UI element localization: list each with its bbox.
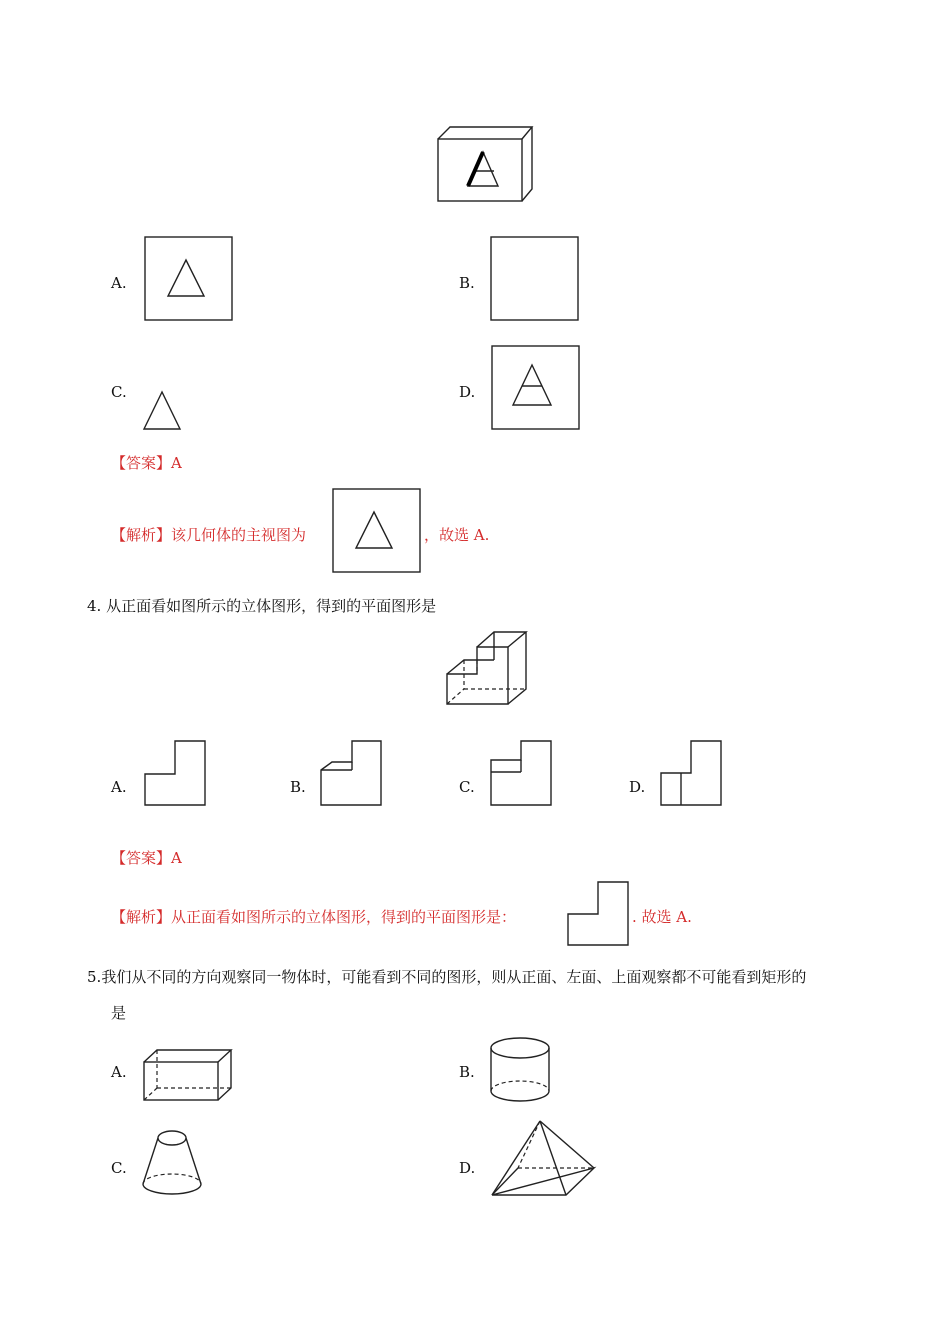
q4-analysis-text: 从正面看如图所示的立体图形，得到的平面图形是： (171, 908, 517, 926)
q3-analysis-tail: ，故选 A. (424, 526, 490, 544)
q3-option-c-figure[interactable] (142, 390, 184, 432)
q4-option-a-label: A. (111, 778, 127, 796)
q4-analysis-tail: . 故选 A. (632, 908, 692, 926)
q3-analysis-figure (332, 488, 422, 574)
q5-option-b-figure[interactable] (488, 1036, 554, 1104)
q3-analysis-text: 该几何体的主视图为 (171, 526, 307, 544)
q4-answer (111, 848, 182, 868)
q3-option-b-figure[interactable] (490, 236, 580, 322)
q4-option-b-figure[interactable] (320, 740, 384, 808)
q3-option-c-label: C. (111, 383, 127, 401)
q4-option-a-figure[interactable] (144, 740, 208, 808)
q4-stem-text: 从正面看如图所示的立体图形，得到的平面图形是 (106, 597, 437, 615)
q3-solid-figure (436, 124, 536, 204)
q4-option-d-label: D. (629, 778, 646, 796)
q4-answer-label: 【答案】 (111, 849, 172, 867)
q5-stem-line2: 是 (111, 1004, 127, 1022)
q5-number: 5. (87, 968, 102, 986)
q5-option-d-label: D. (459, 1159, 476, 1177)
q3-option-a-figure[interactable] (144, 236, 234, 322)
q3-answer-label: 【答案】 (111, 454, 172, 472)
q3-option-d-label: D. (459, 383, 476, 401)
q5-option-d-figure[interactable] (488, 1118, 600, 1200)
q5-option-c-label: C. (111, 1159, 127, 1177)
q3-analysis-label: 【解析】 (111, 526, 172, 544)
q4-analysis (111, 907, 516, 927)
q5-stem-line1: 我们从不同的方向观察同一物体时，可能看到不同的图形，则从正面、左面、上面观察都不可能看到矩形的 (101, 968, 807, 986)
q3-answer-value: A (171, 454, 182, 472)
q4-option-d-figure[interactable] (660, 740, 724, 808)
q3-analysis (111, 525, 306, 545)
q4-solid-figure (446, 630, 530, 708)
q3-option-b-label: B. (459, 274, 475, 292)
q3-option-d-figure[interactable] (491, 345, 581, 431)
q4-stem (87, 596, 436, 616)
q5-option-a-label: A. (111, 1063, 127, 1081)
q5-stem (87, 967, 806, 987)
q4-option-c-label: C. (459, 778, 475, 796)
q4-option-c-figure[interactable] (490, 740, 554, 808)
q5-option-b-label: B. (459, 1063, 475, 1081)
q4-analysis-label: 【解析】 (111, 908, 172, 926)
q4-number: 4. (87, 597, 102, 615)
q3-option-a-label: A. (111, 274, 127, 292)
q4-option-b-label: B. (290, 778, 306, 796)
q5-option-c-figure[interactable] (140, 1128, 204, 1200)
q5-option-a-figure[interactable] (142, 1048, 234, 1104)
q4-answer-value: A (171, 849, 182, 867)
q3-answer (111, 453, 182, 473)
q4-analysis-figure (567, 881, 631, 949)
